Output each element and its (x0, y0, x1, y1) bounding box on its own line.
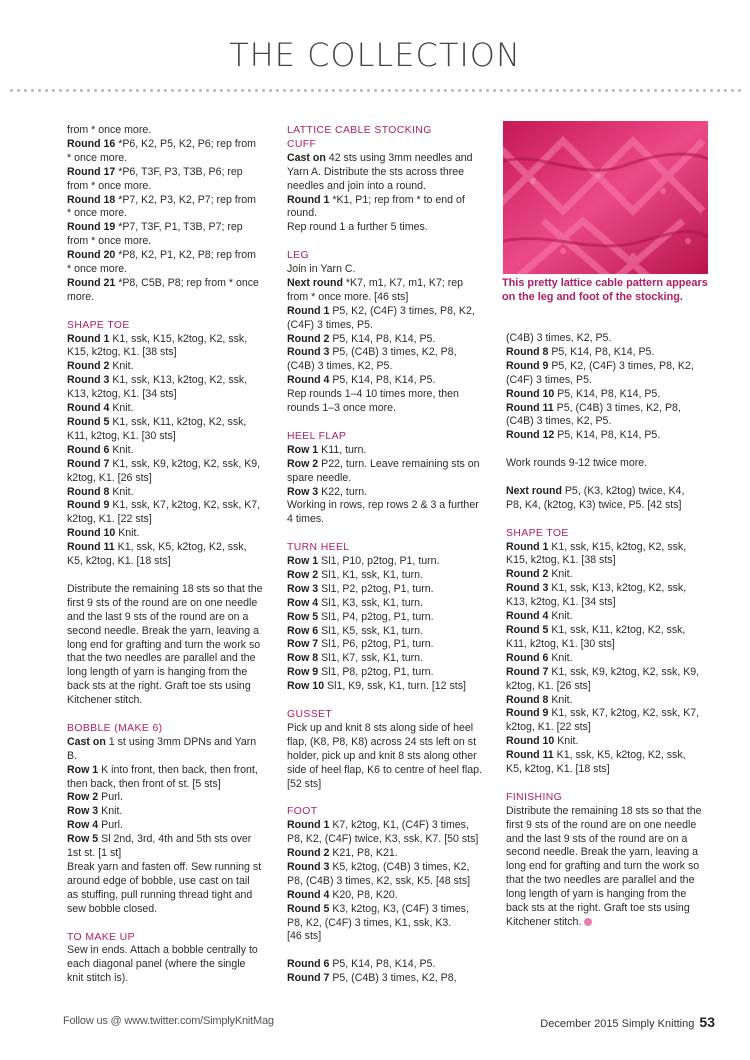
step-label: Round 4 (287, 374, 330, 387)
step-label: Round 6 (67, 443, 110, 456)
section-heading: FOOT (287, 806, 318, 818)
instruction-line (67, 221, 263, 249)
instruction-line (287, 346, 483, 374)
instruction-line (287, 958, 483, 972)
step-label: Round 11 (506, 401, 554, 414)
instruction-line (287, 819, 483, 847)
step-label: Round 7 (67, 457, 110, 470)
step-label: Next round (287, 276, 343, 289)
step-text: P5, (K3, k2tog) twice, K4, P8, K4, (k2tog, K3) twice, P5. [42 sts] (506, 484, 685, 511)
step-text: K21, P8, K21. (329, 847, 398, 860)
step-label: Row 3 (67, 805, 99, 818)
instruction-line (67, 124, 263, 138)
step-label: Round 6 (506, 651, 549, 664)
step-label: Row 5 (67, 833, 99, 846)
section-heading: BOBBLE (MAKE 6) (67, 722, 163, 734)
step-text: P5, K2, (C4F) 3 times, P8, K2, (C4F) 3 times, P5. (287, 304, 475, 331)
step-label: Row 5 (287, 610, 319, 623)
step-label: Round 1 (287, 193, 330, 206)
section-heading: CUFF (287, 138, 317, 150)
instruction-line (67, 416, 263, 444)
section-heading: GUSSET (287, 709, 333, 720)
step-text: Knit. (109, 402, 134, 415)
instruction-line (506, 694, 702, 708)
step-label: Round 3 (287, 346, 330, 359)
step-label: Row 7 (287, 638, 319, 651)
instruction-line (287, 221, 483, 235)
step-label: Row 1 (67, 763, 99, 776)
step-label: Round 21 (67, 276, 116, 289)
step-text: K into front, then back, then front, then back, then front of st. [5 sts] (67, 763, 258, 790)
instruction-line (287, 666, 483, 680)
instruction-line (506, 568, 702, 582)
step-text: Knit. (109, 360, 134, 373)
instruction-line (67, 277, 263, 305)
instruction-line (506, 360, 702, 388)
step-text: K3, k2tog, K3, (C4F) 3 times, P8, K2, (C4F) 3 times, K1, ssk, K3. (287, 902, 469, 929)
instruction-line (506, 610, 702, 624)
step-label: Round 2 (287, 847, 330, 860)
instruction-line (287, 486, 483, 500)
step-label: Round 11 (67, 541, 115, 554)
instruction-line (506, 666, 702, 694)
step-text: Pick up and knit 8 sts along side of heel flap, (K8, P8, K8) across 24 sts left on st holder, pick up and knit 8 sts along other side of heel flap, K6 to centre of heel flap. (287, 721, 482, 776)
instruction-line (287, 583, 483, 597)
step-text: P5, K14, P8, K14, P5. (329, 374, 436, 387)
step-text: *P6, T3F, P3, T3B, P6; rep from * once more. (67, 165, 243, 192)
step-text: K1, ssk, K11, k2tog, K2, ssk, K11, k2tog, K1. [30 sts] (67, 416, 247, 442)
step-text: *P8, K2, P1, K2, P8; rep from * once more. (67, 249, 256, 276)
step-text: P5, K14, P8, K14, P5. (329, 332, 436, 345)
step-text: Knit. (548, 651, 573, 664)
step-text: Purl. (98, 791, 123, 804)
end-marker-icon (584, 918, 592, 926)
instruction-line (287, 152, 483, 194)
step-label: Round 10 (506, 735, 555, 748)
step-text: K1, ssk, K5, k2tog, K2, ssk, K5, k2tog, K1. [18 sts] (506, 749, 686, 776)
step-label: Round 11 (506, 749, 554, 762)
step-text: K11, turn. (318, 443, 367, 456)
instruction-line (67, 333, 263, 361)
instruction-line (287, 333, 483, 347)
step-label: Round 1 (287, 819, 330, 832)
step-text: [46 sts] (287, 930, 322, 943)
step-label: Round 12 (506, 429, 555, 442)
step-label: Round 3 (67, 374, 110, 387)
instruction-line (506, 652, 702, 666)
step-text: Sl1, K1, ssk, K1, turn. (318, 568, 424, 581)
step-text: *P7, T3F, P1, T3B, P7; rep from * once more. (67, 221, 243, 248)
step-text: *P6, K2, P5, K2, P6; rep from * once more. (67, 137, 256, 164)
step-text: K7, k2tog, K1, (C4F) 3 times, P8, K2, (C4F) twice, K3, ssk, K7. [50 sts] (287, 819, 479, 846)
step-text: *K7, m1, K7, m1, K7; rep from * once more. [46 sts] (287, 276, 464, 303)
step-label: Round 4 (506, 610, 549, 623)
instruction-line (506, 541, 702, 569)
instruction-line (287, 263, 483, 277)
step-text: Work rounds 9-12 twice more. (506, 457, 648, 470)
instruction-line (67, 166, 263, 194)
step-label: Round 9 (506, 707, 549, 720)
instruction-line (287, 444, 483, 458)
instruction-line (287, 778, 483, 792)
instruction-line (67, 499, 263, 527)
step-label: Round 16 (67, 137, 116, 150)
step-text: K20, P8, K20. (329, 888, 398, 901)
instruction-line (287, 569, 483, 583)
instruction-line (506, 624, 702, 652)
section-heading: TO MAKE UP (67, 931, 135, 943)
section-heading: SHAPE TOE (506, 527, 569, 539)
instruction-line (287, 555, 483, 569)
step-text: P22, turn. Leave remaining sts on spare needle. (287, 457, 480, 484)
instruction-line (67, 736, 263, 764)
step-text: P5, K14, P8, K14, P5. (329, 958, 436, 971)
footer-issue (540, 1014, 715, 1030)
instruction-line (287, 458, 483, 486)
instruction-line (67, 444, 263, 458)
instruction-line (67, 249, 263, 277)
instruction-line (67, 833, 263, 861)
instruction-line (67, 194, 263, 222)
step-text: *P7, K2, P3, K2, P7; rep from * once more. (67, 193, 256, 220)
section-heading: LATTICE CABLE STOCKING (287, 125, 432, 136)
page-number: 53 (699, 1014, 715, 1030)
step-text: Knit. (109, 485, 134, 498)
instruction-line (67, 791, 263, 805)
instruction-line (67, 583, 263, 708)
instruction-line (506, 388, 702, 402)
photo-caption: This pretty lattice cable pattern appears on the leg and foot of the stocking. (502, 277, 708, 303)
step-text: K1, ssk, K13, k2tog, K2, ssk, K13, k2tog, K1. [34 sts] (67, 374, 248, 401)
step-label: Round 5 (506, 623, 549, 636)
step-text: Break yarn and fasten off. Sew running st around edge of bobble, use cast on tail as stuffing, pull running thread tight and sew bobble closed. (67, 860, 262, 915)
instruction-line (67, 374, 263, 402)
step-text: Sl 2nd, 3rd, 4th and 5th sts over 1st st. [1 st] (67, 833, 252, 860)
step-label: Round 19 (67, 221, 116, 234)
step-text: Knit. (98, 805, 123, 818)
step-text: Knit. (109, 443, 134, 456)
step-label: Row 9 (287, 666, 319, 679)
step-label: Row 8 (287, 652, 319, 665)
step-text: Join in Yarn C. (287, 263, 356, 276)
step-label: Round 7 (287, 972, 330, 985)
step-label: Round 1 (506, 540, 549, 553)
instruction-line (287, 930, 483, 944)
step-label: Round 10 (506, 387, 555, 400)
step-text: Working in rows, rep rows 2 & 3 a further 4 times. (287, 499, 479, 526)
step-label: Round 8 (506, 693, 549, 706)
step-text: Sew in ends. Attach a bobble centrally to each diagonal panel (where the single knit stitch is). (67, 944, 258, 985)
instruction-line (287, 597, 483, 611)
step-text: P5, K14, P8, K14, P5. (548, 345, 655, 358)
step-text: K1, ssk, K5, k2tog, K2, ssk, K5, k2tog, K1. [18 sts] (67, 541, 247, 568)
instruction-line (67, 541, 263, 569)
step-label: Round 1 (287, 304, 330, 317)
instruction-line (287, 889, 483, 903)
step-text: Sl1, P8, p2tog, P1, turn. (318, 666, 434, 679)
step-text: P5, K14, P8, K14, P5. (554, 387, 661, 400)
step-text: K1, ssk, K7, k2tog, K2, ssk, K7, k2tog, K1. [22 sts] (67, 499, 261, 526)
step-text: Distribute the remaining 18 sts so that the first 9 sts of the round are on one needle and the last 9 sts of the round are on a second needle. Break the yarn, leaving a long end for grafting and turn the work so that the two needles are parallel and the long length of yarn is hanging from the back sts at the right. Graft toe sts using Kitchener stitch. (67, 582, 263, 707)
step-text: Knit. (548, 610, 573, 623)
step-label: Row 3 (287, 582, 319, 595)
step-label: Row 1 (287, 443, 319, 456)
step-label: Round 9 (506, 359, 549, 372)
step-label: Row 2 (287, 457, 319, 470)
step-label: Round 8 (67, 485, 110, 498)
instruction-line (287, 652, 483, 666)
step-text: K1, ssk, K7, k2tog, K2, ssk, K7, k2tog, K1. [22 sts] (506, 707, 700, 734)
pattern-column-1 (67, 124, 263, 986)
instruction-line (287, 194, 483, 222)
instruction-line (506, 805, 702, 930)
step-text: from * once more. (67, 124, 152, 136)
step-text: K5, k2tog, (C4B) 3 times, K2, P8, (C4B) 3 times, K2, ssk, K5. [48 sts] (287, 860, 471, 887)
instruction-line (67, 402, 263, 416)
step-text: K1, ssk, K13, k2tog, K2, ssk, K13, k2tog, K1. [34 sts] (506, 582, 687, 609)
pattern-column-2 (287, 124, 483, 986)
step-text: Sl1, K9, ssk, K1, turn. [12 sts] (324, 680, 466, 693)
instruction-line (506, 457, 702, 471)
step-text: P5, (C4B) 3 times, K2, P8, (329, 972, 457, 985)
step-label: Round 3 (287, 860, 330, 873)
dotted-divider (8, 88, 742, 93)
stocking-photo (503, 121, 708, 274)
step-label: Row 4 (287, 596, 319, 609)
step-label: Round 2 (287, 332, 330, 345)
step-label: Cast on (67, 735, 106, 748)
step-text: K22, turn. (318, 485, 368, 498)
instruction-line (67, 861, 263, 917)
instruction-line (287, 277, 483, 305)
step-label: Row 2 (67, 791, 99, 804)
step-text: Sl1, K7, ssk, K1, turn. (318, 652, 424, 665)
section-heading: FINISHING (506, 791, 563, 803)
step-text: Knit. (115, 527, 140, 540)
step-label: Round 10 (67, 527, 116, 540)
instruction-line (287, 625, 483, 639)
instruction-line (287, 388, 483, 416)
instruction-line (67, 819, 263, 833)
instruction-line (287, 305, 483, 333)
step-label: Cast on (287, 151, 326, 164)
instruction-line (287, 680, 483, 694)
section-heading: LEG (287, 250, 309, 262)
pattern-column-3 (506, 332, 702, 930)
step-text: Rep rounds 1–4 10 times more, then rounds 1–3 once more. (287, 388, 459, 415)
step-text: Knit. (548, 693, 573, 706)
step-text: P5, K2, (C4F) 3 times, P8, K2, (C4F) 3 times, P5. (506, 359, 694, 386)
step-text: Sl1, P4, p2tog, P1, turn. (318, 610, 434, 623)
step-label: Row 4 (67, 819, 99, 832)
instruction-line (287, 499, 483, 527)
step-text: *P8, C5B, P8; rep from * once more. (67, 276, 259, 303)
step-text: P5, (C4B) 3 times, K2, P8, (C4B) 3 times, K2, P5. (287, 346, 457, 373)
instruction-line (506, 707, 702, 735)
instruction-line (506, 749, 702, 777)
step-label: Row 3 (287, 485, 319, 498)
instruction-line (506, 402, 702, 430)
step-label: Round 6 (287, 958, 330, 971)
instruction-line (287, 638, 483, 652)
step-label: Round 2 (67, 360, 110, 373)
step-label: Round 5 (67, 416, 110, 429)
step-text: P5, K14, P8, K14, P5. (554, 429, 661, 442)
instruction-line (287, 611, 483, 625)
step-label: Round 2 (506, 568, 549, 581)
step-text: Knit. (554, 735, 579, 748)
step-text: Purl. (98, 819, 123, 832)
instruction-line (67, 458, 263, 486)
instruction-line (506, 346, 702, 360)
step-text: Sl1, P10, p2tog, P1, turn. (318, 555, 440, 568)
step-label: Round 8 (506, 345, 549, 358)
step-label: Row 2 (287, 568, 319, 581)
instruction-line (67, 527, 263, 541)
step-text: P5, (C4B) 3 times, K2, P8, (C4B) 3 times, K2, P5. (506, 401, 681, 428)
step-label: Row 10 (287, 680, 325, 693)
step-text: 42 sts using 3mm needles and Yarn A. Distribute the sts across three needles and join into a round. (287, 151, 473, 192)
step-text: Sl1, K3, ssk, K1, turn. (318, 596, 424, 609)
step-label: Round 18 (67, 193, 116, 206)
step-label: Round 20 (67, 249, 116, 262)
step-text: Distribute the remaining 18 sts so that the first 9 sts of the round are on one needle and the last 9 sts of the round are on a second needle. Break the yarn, leaving a long end for grafting and turn the work so that the two needles are parallel and the long length of yarn is hanging from the back sts at the right. Graft toe sts using Kitchener stitch. (506, 804, 702, 928)
step-label: Row 6 (287, 624, 319, 637)
page-title: THE COLLECTION (229, 36, 521, 74)
instruction-line (67, 764, 263, 792)
step-text: 1 st using 3mm DPNs and Yarn B. (67, 735, 257, 762)
instruction-line (506, 735, 702, 749)
step-text: *K1, P1; rep from * to end of round. (287, 193, 465, 220)
step-text: Rep round 1 a further 5 times. (287, 221, 428, 234)
footer-twitter: Follow us @ www.twitter.com/SimplyKnitMag (63, 1015, 274, 1027)
step-text: Sl1, K5, ssk, K1, turn. (318, 624, 424, 637)
step-label: Row 1 (287, 555, 319, 568)
instruction-line (287, 722, 483, 778)
step-label: Round 1 (67, 332, 110, 345)
step-text: (C4B) 3 times, K2, P5. (506, 332, 612, 344)
step-label: Round 17 (67, 165, 116, 178)
section-heading: HEEL FLAP (287, 430, 347, 442)
step-label: Round 5 (287, 902, 330, 915)
instruction-line (287, 903, 483, 931)
instruction-line (506, 582, 702, 610)
instruction-line (67, 944, 263, 986)
instruction-line (506, 332, 702, 346)
instruction-line (506, 429, 702, 443)
step-text: K1, ssk, K9, k2tog, K2, ssk, K9, k2tog, K1. [26 sts] (67, 457, 261, 484)
step-text: K1, ssk, K9, k2tog, K2, ssk, K9, k2tog, K1. [26 sts] (506, 665, 700, 692)
instruction-line (287, 972, 483, 986)
step-text: Sl1, P6, p2tog, P1, turn. (318, 638, 434, 651)
step-label: Round 9 (67, 499, 110, 512)
instruction-line (67, 805, 263, 819)
section-heading: TURN HEEL (287, 542, 350, 554)
step-text: [52 sts] (287, 777, 322, 790)
step-text: K1, ssk, K15, k2tog, K2, ssk, K15, k2tog, K1. [38 sts] (506, 540, 687, 567)
step-text: K1, ssk, K11, k2tog, K2, ssk, K11, k2tog, K1. [30 sts] (506, 623, 686, 650)
instruction-line (67, 486, 263, 500)
step-text: K1, ssk, K15, k2tog, K2, ssk, K15, k2tog, K1. [38 sts] (67, 332, 248, 359)
instruction-line (287, 847, 483, 861)
instruction-line (67, 138, 263, 166)
instruction-line (287, 374, 483, 388)
knitted-cable-image (503, 121, 708, 274)
section-heading: SHAPE TOE (67, 319, 130, 331)
instruction-line (287, 861, 483, 889)
step-label: Round 4 (287, 888, 330, 901)
step-label: Next round (506, 484, 562, 497)
step-label: Round 7 (506, 665, 549, 678)
instruction-line (67, 360, 263, 374)
step-label: Round 3 (506, 582, 549, 595)
step-text: Knit. (548, 568, 573, 581)
instruction-line (506, 485, 702, 513)
step-label: Round 4 (67, 402, 110, 415)
footer-issue-label: December 2015 Simply Knitting (540, 1018, 695, 1030)
step-text: Sl1, P2, p2tog, P1, turn. (318, 582, 434, 595)
